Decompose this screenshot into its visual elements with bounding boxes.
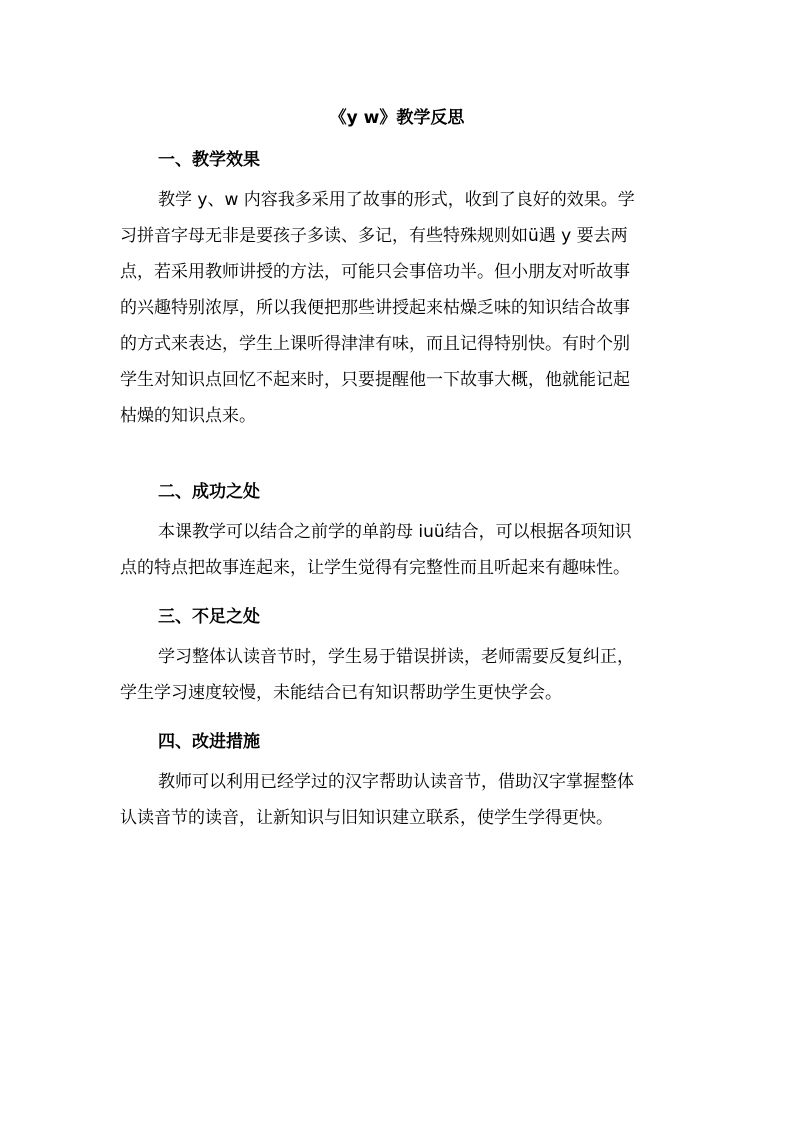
paragraph-line: 学生学习速度较慢，未能结合已有知识帮助学生更快学会。 [120, 683, 562, 703]
section-heading-shortcomings: 三、不足之处 [158, 607, 260, 627]
section-heading-success: 二、成功之处 [158, 482, 260, 502]
paragraph-line: 教学 y、w 内容我多采用了故事的形式，收到了良好的效果。学 [158, 190, 635, 210]
paragraph-line: 学习整体认读音节时，学生易于错误拼读，老师需要反复纠正， [158, 647, 634, 667]
paragraph-line: 枯燥的知识点来。 [120, 406, 256, 426]
document-title: 《y w》教学反思 [329, 108, 465, 128]
paragraph-line: 的兴趣特别浓厚，所以我便把那些讲授起来枯燥乏味的知识结合故事 [120, 298, 630, 318]
section-heading-improvements: 四、改进措施 [158, 732, 260, 752]
paragraph-line: 教师可以利用已经学过的汉字帮助认读音节，借助汉字掌握整体 [158, 772, 634, 792]
paragraph-line: 本课教学可以结合之前学的单韵母 iuü结合，可以根据各项知识 [158, 522, 632, 542]
paragraph-line: 点，若采用教师讲授的方法，可能只会事倍功半。但小朋友对听故事 [120, 262, 630, 282]
paragraph-line: 习拼音字母无非是要孩子多读、多记，有些特殊规则如ü遇 y 要去两 [120, 226, 628, 246]
paragraph-line: 认读音节的读音，让新知识与旧知识建立联系，使学生学得更快。 [120, 808, 613, 828]
paragraph-line: 的方式来表达，学生上课听得津津有味，而且记得特别快。有时个别 [120, 334, 630, 354]
paragraph-line: 点的特点把故事连起来，让学生觉得有完整性而且听起来有趣味性。 [120, 558, 630, 578]
paragraph-line: 学生对知识点回忆不起来时，只要提醒他一下故事大概，他就能记起 [120, 370, 630, 390]
section-heading-effect: 一、教学效果 [158, 150, 260, 170]
